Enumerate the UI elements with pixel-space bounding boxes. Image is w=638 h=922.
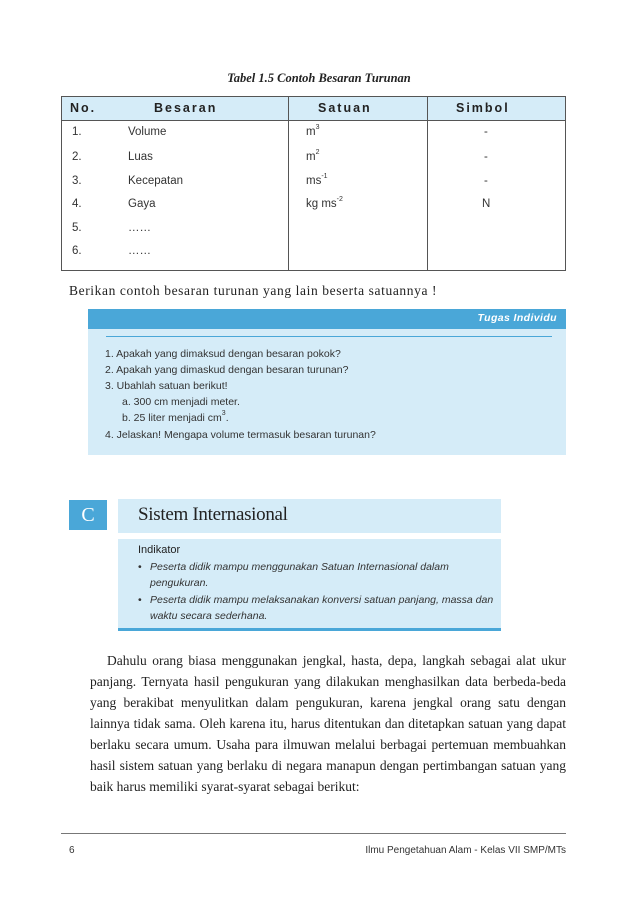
task-subquestion: a. 300 cm menjadi meter. [122,396,240,408]
table-header-row [62,97,565,121]
header-no: No. [70,101,97,115]
section-title: Sistem Internasional [138,504,288,525]
header-besaran: Besaran [154,101,218,115]
indicator-item-continued: pengukuran. [150,577,209,589]
cell-no: 6. [72,245,82,257]
table-divider [288,97,289,270]
cell-besaran: Gaya [128,198,156,210]
cell-no: 3. [72,175,82,187]
header-satuan: Satuan [318,101,372,115]
task-question: 1. Apakah yang dimaksud dengan besaran pokok? [105,348,341,360]
task-question: 4. Jelaskan! Mengapa volume termasuk besaran turunan? [105,429,376,441]
cell-no: 2. [72,151,82,163]
indicator-box [118,539,501,631]
task-title: Tugas Individu [477,312,557,324]
cell-besaran: Volume [128,126,167,138]
individual-task-box [88,309,566,455]
cell-simbol: N [482,198,491,210]
table-divider [427,97,428,270]
section-letter-badge: C [69,500,107,530]
task-question: 2. Apakah yang dimaskud dengan besaran turunan? [105,364,349,376]
task-divider [106,336,552,337]
indicator-item: • Peserta didik mampu menggunakan Satuan Internasional dalam [138,561,449,573]
cell-besaran: Kecepatan [128,175,183,187]
table-caption: Tabel 1.5 Contoh Besaran Turunan [227,71,411,85]
header-simbol: Simbol [456,101,510,115]
cell-satuan: $m^2$ [306,149,320,163]
cell-simbol: - [484,151,488,163]
derived-quantities-table [61,96,566,271]
cell-no: 1. [72,126,82,138]
book-title: Ilmu Pengetahuan Alam - Kelas VII SMP/MTs [365,845,566,856]
cell-satuan: $ms^{-1}$ [306,173,328,187]
cell-simbol: - [484,126,488,138]
cell-simbol: - [484,175,488,187]
footer-divider [61,833,566,834]
indicator-item: • Peserta didik mampu melaksanakan konversi satuan panjang, massa dan [138,594,494,606]
cell-besaran: …… [128,222,151,234]
instruction-text: Berikan contoh besaran turunan yang lain beserta satuannya ! [69,283,438,298]
body-paragraph: Dahulu orang biasa menggunakan jengkal, hasta, depa, langkah sebagai alat ukur panjang. Ternyata hasil pengukuran yang dilakukan menghasilkan data berbeda-beda yang berakibat menyulitkan dalam pengukuran, karena jengkal orang satu dengan lainnya tidak sama. Oleh karena itu, harus ditentukan dan ditetapkan satuan yang dapat berlaku secara umum. Usaha para ilmuwan melalui berbagai pertemuan membuahkan hasil sistem satuan yang berlaku di negara manapun dengan pertimbangan satuan yang baik harus memiliki syarat-syarat sebagai berikut: [90,653,566,794]
task-header-bar [88,309,566,329]
page-number: 6 [69,845,75,856]
task-subquestion: b. 25 liter menjadi $cm^3$. [122,410,229,424]
task-question: 3. Ubahlah satuan berikut! [105,380,228,392]
cell-besaran: Luas [128,151,153,163]
cell-no: 5. [72,222,82,234]
cell-no: 4. [72,198,82,210]
indicator-item-continued: waktu secara sederhana. [150,610,268,622]
section-title-band [118,499,501,533]
cell-satuan: $m^3$ [306,124,320,138]
cell-satuan: kg $ms^{-2}$ [306,196,343,210]
indicator-title: Indikator [138,544,181,556]
cell-besaran: …… [128,245,151,257]
